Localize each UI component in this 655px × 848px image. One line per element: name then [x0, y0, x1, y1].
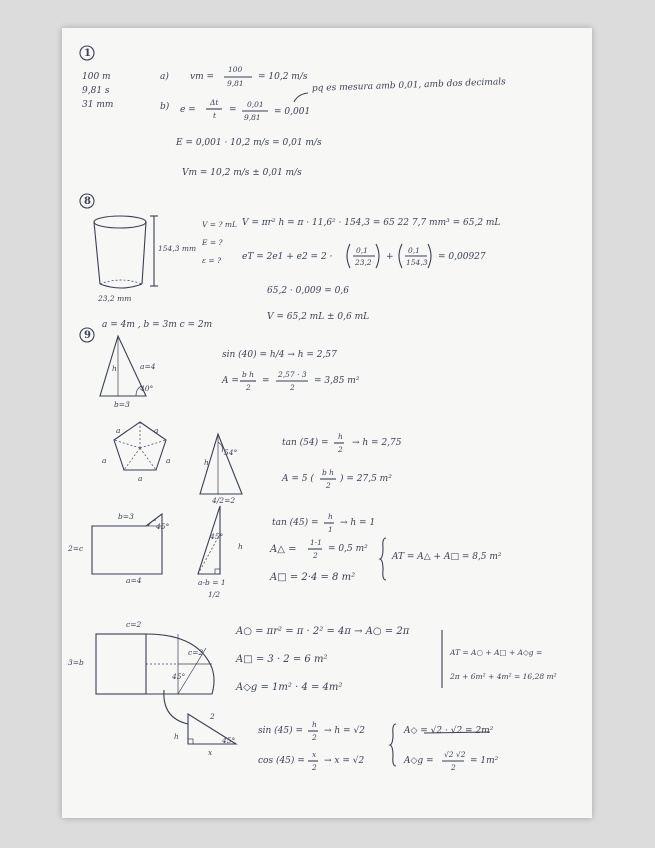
given-distance: 100 m — [82, 72, 111, 82]
tri-area-den: 2 — [246, 383, 251, 392]
small-sin-num: h — [312, 720, 317, 729]
rect-triangle-figure — [196, 504, 236, 584]
fraction-bar — [320, 478, 338, 480]
given-time: 9,81 s — [82, 86, 110, 96]
circle-area: A○ = πr² = π · 2² = 4π → A○ = 2π — [236, 626, 410, 637]
arrow-icon — [292, 90, 312, 104]
epsilon-denominator: t — [213, 111, 217, 120]
absolute-error: E = 0,001 · 10,2 m/s = 0,01 m/s — [176, 138, 322, 148]
problem-number: 1 — [84, 48, 91, 59]
circle-rect-figure — [94, 628, 224, 698]
pent-side-label: a — [102, 456, 107, 465]
pent-tan-label: tan (54) = — [282, 438, 329, 448]
tri-area-label: A = — [222, 376, 239, 386]
circ-total-1: AT = A○ + A□ + A◇g = — [450, 648, 543, 657]
brace-icon — [390, 722, 400, 768]
epsilon-numerator: Δt — [210, 98, 219, 107]
fraction-bar — [276, 380, 310, 382]
rect-angle-label: 45° — [156, 522, 170, 531]
fraction-bar — [308, 548, 324, 550]
brace-icon — [440, 630, 446, 690]
circ-c-side: c=2 — [188, 648, 204, 657]
rect-b-label: b=3 — [118, 512, 134, 521]
circ-c-top: c=2 — [126, 620, 142, 629]
tri-b-label: b=3 — [114, 400, 130, 409]
rect-tri-angle: 45° — [210, 532, 224, 541]
small-angle-label: 45° — [222, 736, 236, 745]
small-area-crossed: A◇ = √2 · √2 = 2m² — [404, 726, 494, 736]
rect-tri-area-num: 1·1 — [310, 538, 322, 547]
rect-tri-area-result: = 0,5 m² — [328, 544, 368, 554]
small-sin-label: sin (45) = — [258, 726, 304, 736]
fraction-bar — [334, 442, 346, 444]
small-area-label: A◇g = — [404, 756, 434, 766]
part-a-label: a) — [160, 72, 169, 82]
small-sin-result: → h = √2 — [324, 726, 365, 736]
small-area-num: √2 √2 — [444, 750, 466, 759]
rect-tan-num: h — [328, 512, 333, 521]
notebook-page — [62, 28, 592, 818]
pent-area-label: A = 5 ( — [282, 474, 314, 484]
epsilon-numerator-2: 0,01 — [247, 100, 264, 109]
vm-label: vm = — [190, 72, 215, 82]
fraction-1-num: 0,1 — [356, 246, 368, 255]
precision-note: pq es mesura amb 0,01, amb dos decimals — [311, 77, 506, 94]
pent-side-label: a — [116, 426, 121, 435]
cylinder-icon — [90, 214, 180, 304]
tri-area-num: b h — [242, 370, 255, 379]
fraction-1-den: 23,2 — [355, 258, 372, 267]
fraction-2-den: 154,3 — [406, 258, 428, 267]
equals: = — [229, 105, 237, 115]
pent-area-result: ) = 27,5 m² — [340, 474, 392, 484]
rect-tri-h: h — [238, 542, 243, 551]
equals: = — [262, 376, 270, 386]
unknown-relative: ε = ? — [202, 256, 222, 265]
pent-tan-num: h — [338, 432, 343, 441]
rect-tri-area-label: A△ = — [270, 544, 297, 555]
rect-tri-base: a-b = 1 — [198, 578, 226, 587]
fraction-bar — [442, 760, 466, 762]
fraction-bar — [242, 110, 270, 112]
vm-numerator: 100 — [228, 65, 243, 74]
rect-c-label: 2=c — [68, 544, 84, 553]
rect-area-2: A□ = 3 · 2 = 6 m² — [236, 654, 328, 665]
circ-b-label: 3=b — [68, 658, 84, 667]
pentagon-figure — [112, 420, 172, 480]
small-area-den: 2 — [451, 763, 456, 772]
tri-sin-eq: sin (40) = h/4 → h = 2,57 — [222, 350, 337, 360]
pent-side-label: a — [166, 456, 171, 465]
fraction-bar — [240, 380, 258, 382]
rect-tan-den: 1 — [328, 525, 333, 534]
volume-formula: V = πr² h = π · 11,6² · 154,3 = 65 22 7,7 mm³ = 65,2 mL — [242, 218, 501, 228]
pent-area-num: b h — [322, 468, 335, 477]
tri-angle-label: 40° — [140, 384, 154, 393]
fraction-2-num: 0,1 — [408, 246, 420, 255]
absolute-error: 65,2 · 0,009 = 0,6 — [267, 286, 349, 296]
pent-side-label: a — [138, 474, 143, 483]
pent-half-label: 4/2=2 — [212, 496, 236, 505]
fraction-bar — [224, 76, 254, 78]
epsilon-denominator-2: 9,81 — [244, 113, 261, 122]
rect-area: A□ = 2·4 = 8 m² — [270, 572, 356, 583]
pent-side-label: a — [154, 426, 159, 435]
pent-triangle-figure — [198, 432, 258, 502]
strikethrough — [424, 731, 494, 735]
rect-a-label: a=4 — [126, 576, 142, 585]
small-cos-num: x — [312, 750, 317, 759]
fraction-bar — [308, 760, 320, 762]
pent-tan-den: 2 — [338, 445, 343, 454]
unknown-volume: V = ? mL — [202, 220, 237, 229]
given-length: 31 mm — [82, 100, 114, 110]
small-x-label: x — [208, 748, 213, 757]
fraction-bar — [308, 730, 320, 732]
small-area-result: = 1m² — [470, 756, 499, 766]
problem-number: 9 — [84, 330, 91, 341]
fraction-bar — [206, 108, 224, 110]
small-h-label: h — [174, 732, 179, 741]
circ-total-2: 2π + 6m² + 4m² = 16,28 m² — [450, 672, 557, 681]
result-vm: Vm = 10,2 m/s ± 0,01 m/s — [182, 168, 302, 178]
tri-area-den-2: 2 — [290, 383, 295, 392]
tri-area-result: = 3,85 m² — [314, 376, 360, 386]
given-sides: a = 4m , b = 3m c = 2m — [102, 320, 213, 330]
rect-tan-result: → h = 1 — [340, 518, 376, 528]
small-cos-result: → x = √2 — [324, 756, 365, 766]
part-b-label: b) — [160, 102, 170, 112]
small-sin-den: 2 — [312, 733, 317, 742]
rect-tri-area-den: 2 — [313, 551, 318, 560]
vm-result: = 10,2 m/s — [258, 72, 308, 82]
triangle-area-4: A◇g = 1m² · 4 = 4m² — [236, 682, 343, 693]
vm-denominator: 9,81 — [227, 79, 244, 88]
pent-angle-label: 54° — [224, 448, 238, 457]
relative-error-result: = 0,00927 — [438, 252, 486, 262]
fraction-bar — [324, 522, 336, 524]
epsilon-label: e = — [180, 105, 196, 115]
epsilon-result: = 0,001 — [274, 107, 311, 117]
tri-h-label: h — [112, 364, 117, 373]
problem-number: 8 — [84, 196, 91, 207]
pent-area-den: 2 — [326, 481, 331, 490]
relative-error-lhs: eT = 2e1 + e2 = 2 · — [242, 252, 333, 262]
pent-tan-result: → h = 2,75 — [352, 438, 402, 448]
circ-angle: 45° — [172, 672, 186, 681]
small-triangle-figure — [186, 712, 246, 752]
rect-tri-half: 1/2 — [208, 590, 221, 599]
cylinder-height: 154,3 mm — [158, 244, 197, 253]
rect-tan-label: tan (45) = — [272, 518, 319, 528]
brace-icon — [380, 536, 390, 582]
plus-sign: + — [386, 252, 394, 262]
result-volume: V = 65,2 mL ± 0,6 mL — [267, 312, 370, 322]
rect-total: AT = A△ + A□ = 8,5 m² — [392, 552, 502, 562]
unknown-error: E = ? — [202, 238, 223, 247]
small-cos-den: 2 — [312, 763, 317, 772]
small-hyp-label: 2 — [210, 712, 215, 721]
pent-h-label: h — [204, 458, 209, 467]
tri-area-num-2: 2,57 · 3 — [278, 370, 307, 379]
small-cos-label: cos (45) = — [258, 756, 305, 766]
cylinder-diameter: 23,2 mm — [98, 294, 132, 303]
tri-a-label: a=4 — [140, 362, 156, 371]
